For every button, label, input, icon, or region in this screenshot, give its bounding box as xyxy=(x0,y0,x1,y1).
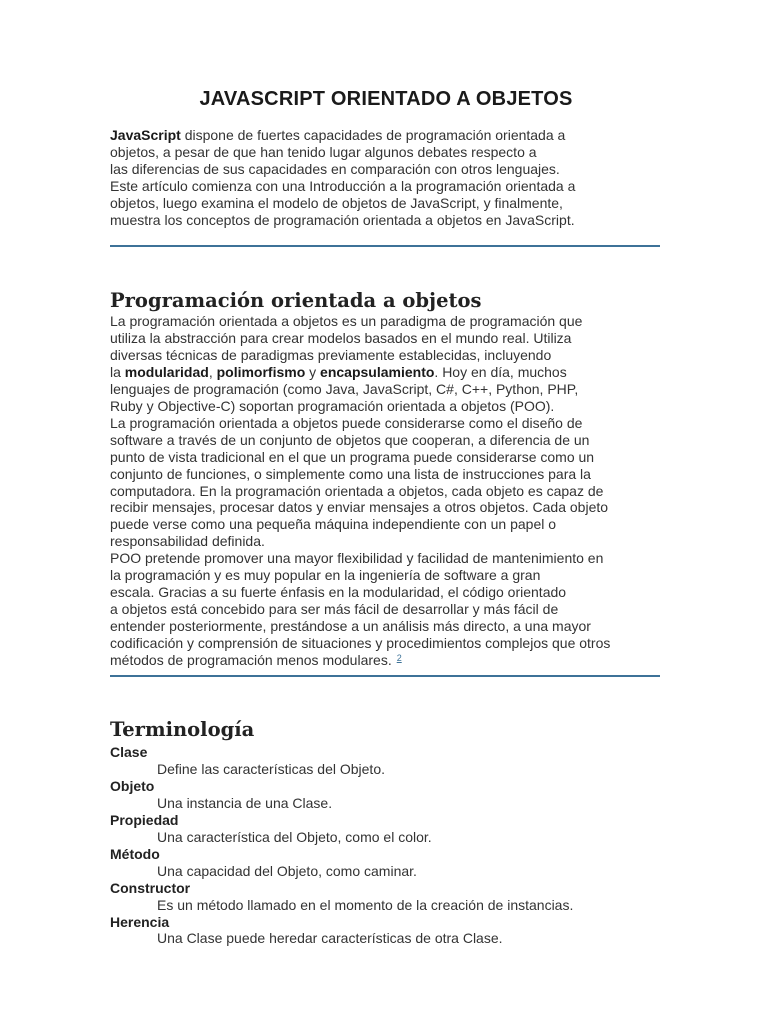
term-propiedad: Propiedad xyxy=(110,812,179,829)
term-constructor: Constructor xyxy=(110,879,191,896)
definition-constructor: Es un método llamado en el momento de la creación de instancias. xyxy=(157,896,574,913)
text-line xyxy=(110,364,662,381)
text-fragment: dispone de fuertes capacidades de programación orientada a xyxy=(180,127,566,143)
text-line: La programación orientada a objetos es un paradigma de programación que xyxy=(110,313,583,330)
intro-paragraph xyxy=(110,127,662,228)
oop-paragraph-2 xyxy=(110,415,662,550)
section-heading-terminology: Terminología xyxy=(110,718,255,742)
text-line: objetos, luego examina el modelo de objetos de JavaScript, y finalmente, xyxy=(110,194,563,211)
text-line: La programación orientada a objetos puede considerarse como el diseño de xyxy=(110,414,583,431)
oop-paragraph-3 xyxy=(110,550,662,668)
definition-metodo: Una capacidad del Objeto, como caminar. xyxy=(157,862,417,879)
oop-paragraph-1 xyxy=(110,313,662,414)
bold-term-modularidad: modularidad xyxy=(124,364,209,381)
text-line: Ruby y Objective-C) soportan programación orientada a objetos (POO). xyxy=(110,397,555,414)
definition-objeto: Una instancia de una Clase. xyxy=(157,795,333,812)
text-line xyxy=(110,127,662,144)
document-body xyxy=(110,0,662,947)
text-line: conjunto de funciones, o simplemente como una lista de instrucciones para la xyxy=(110,465,591,482)
section-heading-oop: Programación orientada a objetos xyxy=(110,289,482,313)
definition-propiedad: Una característica del Objeto, como el color. xyxy=(157,829,432,845)
definition-herencia: Una Clase puede heredar características de otra Clase. xyxy=(157,930,503,947)
bold-term-javascript: JavaScript xyxy=(110,127,181,143)
term-herencia: Herencia xyxy=(110,913,170,930)
text-line: escala. Gracias a su fuerte énfasis en la modularidad, el código orientado xyxy=(110,583,567,600)
bold-term-polimorfismo: polimorfismo xyxy=(216,364,306,381)
text-line: a objetos está concebido para ser más fácil de desarrollar y más fácil de xyxy=(110,600,559,617)
text-fragment: la xyxy=(110,364,125,381)
text-line: diversas técnicas de paradigmas previamente establecidas, incluyendo xyxy=(110,347,552,364)
text-line: entender posteriormente, prestándose a un análisis más directo, a una mayor xyxy=(110,617,591,634)
page-title: JAVASCRIPT ORIENTADO A OBJETOS xyxy=(199,88,573,110)
text-line: POO pretende promover una mayor flexibilidad y facilidad de mantenimiento en xyxy=(110,550,604,567)
footnote-reference-link[interactable]: 2 xyxy=(396,652,402,663)
text-line: objetos, a pesar de que han tenido lugar algunos debates respecto a xyxy=(110,143,537,160)
text-fragment: métodos de programación menos modulares. xyxy=(110,651,392,668)
section-divider xyxy=(110,675,660,677)
text-line: utiliza la abstracción para crear modelos basados en el mundo real. Utiliza xyxy=(110,330,572,347)
text-line: responsabilidad definida. xyxy=(110,533,265,550)
section-divider xyxy=(110,245,660,247)
text-line: codificación y comprensión de situaciones y procedimientos complejos que otros xyxy=(110,634,611,651)
text-line: lenguajes de programación (como Java, JavaScript, C#, C++, Python, PHP, xyxy=(110,381,579,398)
text-line: computadora. En la programación orientada a objetos, cada objeto es capaz de xyxy=(110,482,604,499)
text-line xyxy=(110,652,662,669)
text-fragment: , xyxy=(208,364,217,381)
text-fragment: y xyxy=(305,364,321,381)
bold-term-encapsulamiento: encapsulamiento xyxy=(320,364,435,381)
text-line: punto de vista tradicional en el que un programa puede considerarse como un xyxy=(110,448,595,465)
text-line: recibir mensajes, procesar datos y enviar mensajes a otros objetos. Cada objeto xyxy=(110,499,609,516)
text-line: las diferencias de sus capacidades en comparación con otros lenguajes. xyxy=(110,160,560,177)
text-fragment: . Hoy en día, muchos xyxy=(434,364,567,381)
text-line: Este artículo comienza con una Introducción a la programación orientada a xyxy=(110,177,576,194)
terminology-list xyxy=(110,744,662,947)
text-line: la programación y es muy popular en la ingeniería de software a gran xyxy=(110,567,541,584)
term-clase: Clase xyxy=(110,744,148,761)
definition-clase: Define las características del Objeto. xyxy=(157,761,385,778)
text-line: software a través de un conjunto de objetos que cooperan, a diferencia de un xyxy=(110,431,590,448)
term-metodo: Método xyxy=(110,845,160,862)
text-line: muestra los conceptos de programación orientada a objetos en JavaScript. xyxy=(110,211,575,228)
text-line: puede verse como una pequeña máquina independiente con un papel o xyxy=(110,516,557,533)
term-objeto: Objeto xyxy=(110,778,155,795)
